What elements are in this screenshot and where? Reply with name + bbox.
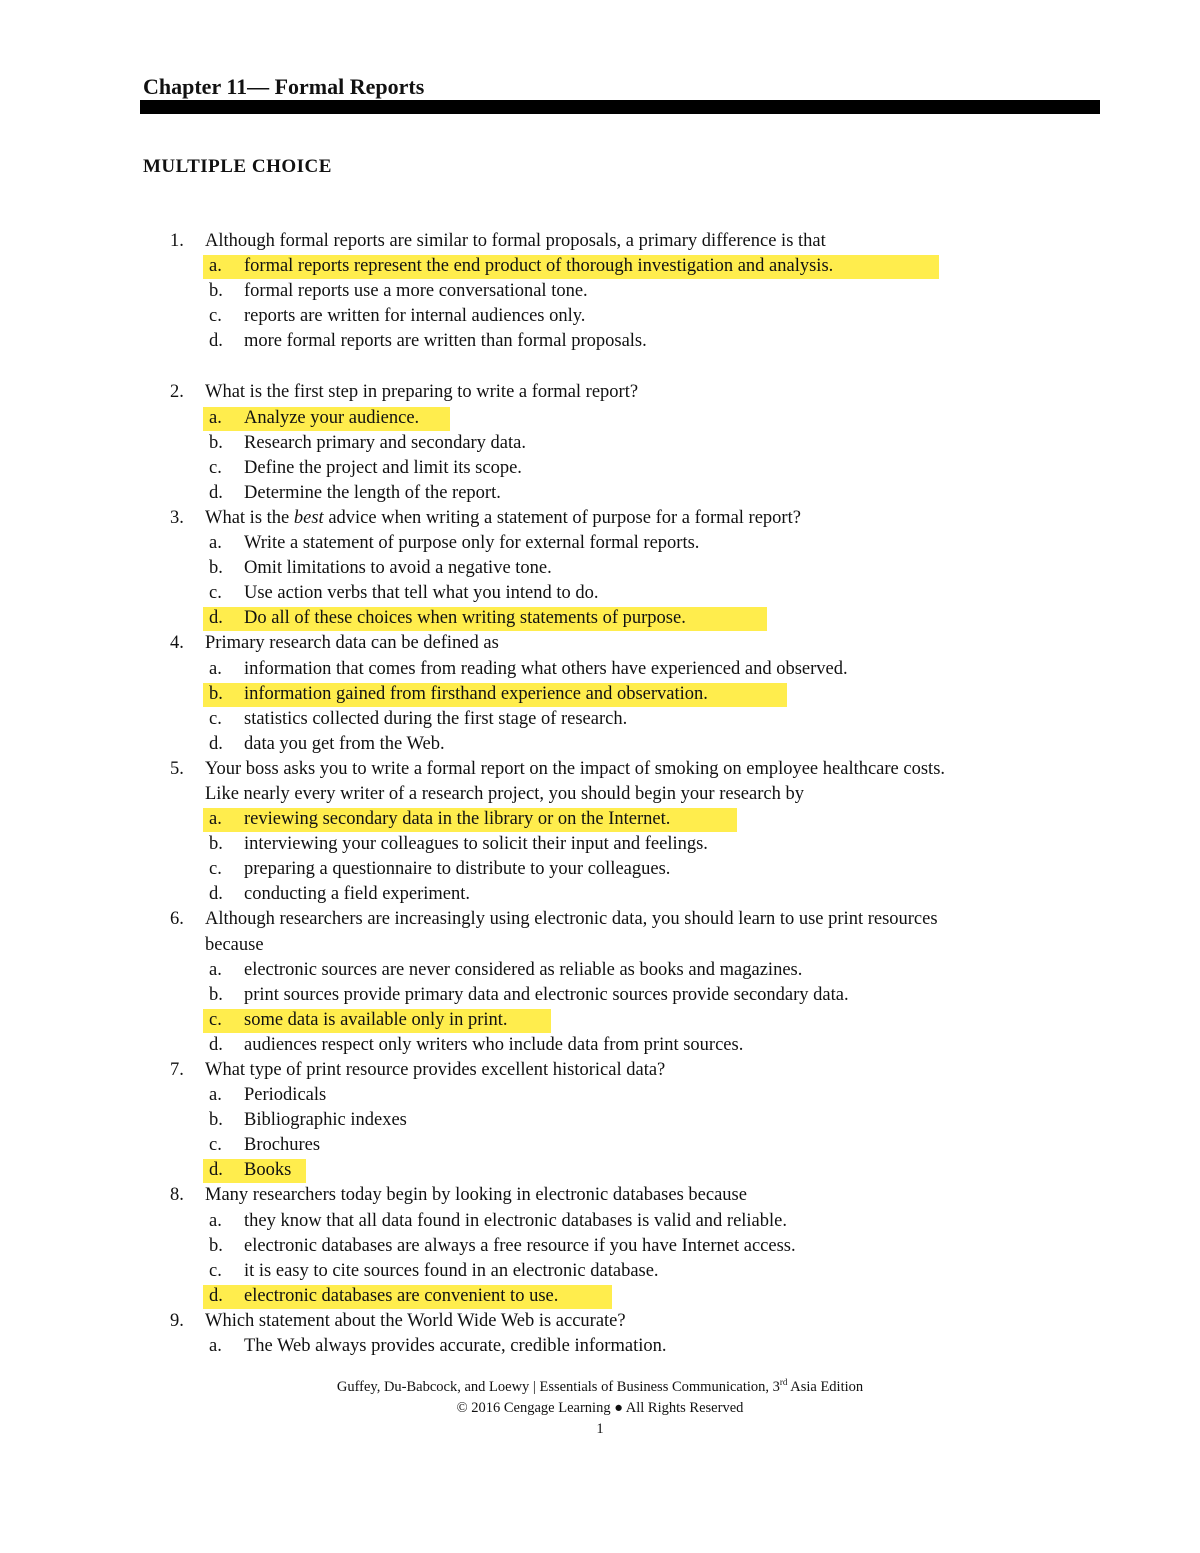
footer-edition-superscript: rd: [779, 1377, 788, 1387]
option-a: [0, 531, 1200, 556]
option-letter: c.: [209, 708, 222, 729]
question-text: Although researchers are increasingly using electronic data, you should learn to use print resources: [205, 909, 938, 930]
question-number: 3.: [170, 507, 184, 528]
option-letter: d.: [209, 733, 223, 754]
question-number: 8.: [170, 1185, 184, 1206]
option-text: print sources provide primary data and electronic sources provide secondary data.: [244, 984, 849, 1005]
question-text: What type of print resource provides excellent historical data?: [205, 1060, 666, 1080]
option-letter: c.: [209, 1260, 222, 1281]
question-text-emphasis: best: [293, 507, 324, 528]
option-letter: b.: [209, 834, 223, 855]
question-text: Which statement about the World Wide Web is accurate?: [205, 1310, 626, 1331]
option-list: [0, 958, 1200, 1058]
question-6: [0, 907, 1200, 1058]
option-c-correct: [0, 1008, 1200, 1033]
page-number: 1: [596, 1420, 604, 1437]
footer-copyright: © 2016 Cengage Learning ● All Rights Reserved: [456, 1399, 744, 1416]
option-text: Brochures: [244, 1135, 321, 1156]
question-stem: [0, 631, 1200, 656]
option-letter: b.: [209, 281, 223, 302]
option-letter: a.: [209, 1210, 222, 1231]
question-3: [0, 506, 1200, 631]
option-c: [0, 707, 1200, 732]
question-5: [0, 757, 1200, 908]
option-c: [0, 581, 1200, 606]
question-stem: [0, 506, 1200, 531]
question-number: 9.: [170, 1310, 184, 1331]
question-number: 6.: [170, 909, 184, 930]
option-b: [0, 431, 1200, 456]
option-text: Use action verbs that tell what you intend to do.: [244, 583, 599, 604]
option-b: [0, 556, 1200, 581]
option-a: [0, 1209, 1200, 1234]
question-text-before: What is the: [205, 507, 294, 528]
option-list: [0, 1334, 1200, 1359]
question-text: Like nearly every writer of a research project, you should begin your research by: [205, 783, 804, 804]
option-list: [0, 807, 1200, 907]
title-rule: [140, 100, 1100, 114]
option-d-correct: [0, 1284, 1200, 1309]
option-letter: b.: [209, 1110, 223, 1131]
question-text: What is the first step in preparing to write a formal report?: [205, 382, 639, 403]
option-list: [0, 254, 1200, 354]
option-c: [0, 456, 1200, 481]
option-text: Determine the length of the report.: [244, 482, 501, 503]
option-letter: d.: [209, 331, 223, 352]
option-text: formal reports use a more conversational tone.: [244, 281, 588, 302]
option-letter: a.: [209, 407, 222, 428]
footer-authors: [0, 1372, 1200, 1398]
option-letter: c.: [209, 306, 222, 327]
option-letter: b.: [209, 432, 223, 453]
option-letter: a.: [209, 1336, 222, 1357]
option-text: Research primary and secondary data.: [244, 432, 526, 453]
option-a: [0, 1334, 1200, 1359]
option-text: more formal reports are written than formal proposals.: [244, 331, 647, 352]
option-text: Analyze your audience.: [244, 407, 420, 428]
option-text: electronic databases are convenient to use.: [244, 1285, 559, 1306]
question-text-after: advice when writing a statement of purpose for a formal report?: [323, 507, 801, 528]
option-text: reviewing secondary data in the library or on the Internet.: [244, 809, 671, 830]
option-letter: d.: [209, 608, 223, 629]
question-1: [0, 229, 1200, 354]
option-c: [0, 857, 1200, 882]
option-letter: a.: [209, 1085, 222, 1106]
option-text: Write a statement of purpose only for external formal reports.: [244, 533, 700, 554]
page-footer: [0, 1372, 1200, 1440]
option-letter: c.: [209, 1009, 222, 1030]
option-letter: c.: [209, 1135, 222, 1156]
option-text: Periodicals: [244, 1085, 327, 1106]
option-text: conducting a field experiment.: [244, 884, 471, 905]
option-text: data you get from the Web.: [244, 733, 445, 754]
option-d: [0, 882, 1200, 907]
option-b: [0, 832, 1200, 857]
option-letter: b.: [209, 683, 223, 704]
question-text: because: [205, 934, 264, 955]
option-text: they know that all data found in electronic databases is valid and reliable.: [244, 1210, 787, 1231]
option-d: [0, 329, 1200, 354]
option-text: some data is available only in print.: [244, 1009, 508, 1030]
option-d-correct: [0, 1158, 1200, 1183]
option-text: The Web always provides accurate, credible information.: [244, 1336, 667, 1357]
option-text: Do all of these choices when writing statements of purpose.: [244, 608, 686, 629]
option-text: formal reports represent the end product of thorough investigation and analysis.: [244, 256, 834, 277]
question-4: [0, 631, 1200, 756]
option-d: [0, 732, 1200, 757]
question-9: [0, 1309, 1200, 1359]
option-letter: a.: [209, 256, 222, 277]
option-letter: a.: [209, 533, 222, 554]
question-stem: [0, 1058, 1200, 1083]
option-d: [0, 1033, 1200, 1058]
option-b: [0, 279, 1200, 304]
option-text: audiences respect only writers who include data from print sources.: [244, 1034, 744, 1055]
option-list: [0, 1209, 1200, 1309]
option-letter: d.: [209, 1285, 223, 1306]
option-text: Define the project and limit its scope.: [244, 457, 522, 478]
chapter-title: Chapter 11— Formal Reports: [143, 74, 425, 99]
question-stem: [0, 229, 1200, 254]
option-list: [0, 657, 1200, 757]
option-letter: c.: [209, 583, 222, 604]
option-a-correct: [0, 254, 1200, 279]
question-stem: [0, 757, 1200, 807]
option-letter: a.: [209, 658, 222, 679]
option-a: [0, 657, 1200, 682]
question-number: 1.: [170, 231, 184, 251]
option-list: [0, 531, 1200, 631]
question-text: Primary research data can be defined as: [205, 633, 499, 654]
option-text: Books: [244, 1160, 292, 1181]
question-text: Your boss asks you to write a formal report on the impact of smoking on employee healthcare costs.: [205, 758, 946, 779]
option-letter: c.: [209, 457, 222, 478]
option-text: statistics collected during the first stage of research.: [244, 708, 628, 729]
option-text: Omit limitations to avoid a negative tone.: [244, 558, 552, 579]
question-8: [0, 1183, 1200, 1308]
option-a: [0, 958, 1200, 983]
option-letter: c.: [209, 859, 222, 880]
question-number: 5.: [170, 758, 184, 779]
option-text: electronic databases are always a free resource if you have Internet access.: [244, 1235, 796, 1256]
option-list: [0, 1083, 1200, 1183]
option-a: [0, 1083, 1200, 1108]
option-letter: b.: [209, 558, 223, 579]
question-2: [0, 380, 1200, 505]
option-letter: d.: [209, 482, 223, 503]
option-c: [0, 1133, 1200, 1158]
question-stem: [0, 380, 1200, 405]
option-b: [0, 1234, 1200, 1259]
option-list: [0, 406, 1200, 506]
option-text: interviewing your colleagues to solicit their input and feelings.: [244, 834, 708, 855]
option-c: [0, 1259, 1200, 1284]
option-letter: b.: [209, 984, 223, 1005]
option-letter: a.: [209, 959, 222, 980]
option-b: [0, 983, 1200, 1008]
option-d: [0, 481, 1200, 506]
option-letter: d.: [209, 1160, 223, 1181]
option-a-correct: [0, 807, 1200, 832]
section-heading: MULTIPLE CHOICE: [143, 156, 332, 177]
question-number: 4.: [170, 633, 184, 654]
option-letter: d.: [209, 1034, 223, 1055]
option-a-correct: [0, 406, 1200, 431]
option-b-correct: [0, 682, 1200, 707]
question-list: [0, 229, 1200, 1359]
question-number: 7.: [170, 1060, 184, 1080]
question-stem: [0, 907, 1200, 957]
question-text: Although formal reports are similar to formal proposals, a primary difference is that: [205, 231, 826, 251]
question-7: [0, 1058, 1200, 1183]
question-stem: [0, 1309, 1200, 1334]
option-text: it is easy to cite sources found in an electronic database.: [244, 1260, 659, 1281]
option-text: electronic sources are never considered as reliable as books and magazines.: [244, 959, 803, 980]
option-d-correct: [0, 606, 1200, 631]
option-text: preparing a questionnaire to distribute to your colleagues.: [244, 859, 671, 880]
question-stem: [0, 1183, 1200, 1208]
footer-edition-text: Asia Edition: [787, 1378, 864, 1395]
question-text: [205, 508, 801, 528]
option-text: information that comes from reading what others have experienced and observed.: [244, 658, 848, 679]
option-text: Bibliographic indexes: [244, 1110, 407, 1131]
option-letter: d.: [209, 884, 223, 905]
footer-authors-text: Guffey, Du-Babcock, and Loewy | Essentials of Business Communication, 3: [336, 1378, 780, 1395]
option-letter: a.: [209, 809, 222, 830]
option-letter: b.: [209, 1235, 223, 1256]
option-b: [0, 1108, 1200, 1133]
option-text: reports are written for internal audiences only.: [244, 306, 586, 327]
option-c: [0, 304, 1200, 329]
question-text: Many researchers today begin by looking in electronic databases because: [205, 1185, 747, 1206]
option-text: information gained from firsthand experience and observation.: [244, 683, 708, 704]
question-number: 2.: [170, 382, 184, 403]
